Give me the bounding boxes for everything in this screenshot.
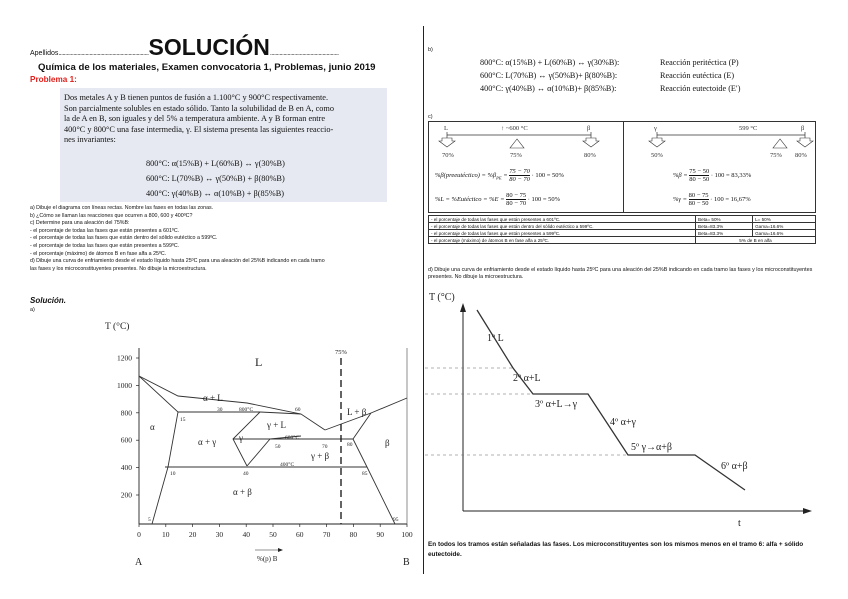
table-cell: Beta=83.3% <box>696 230 753 237</box>
y-tick-label: 400 <box>120 463 132 473</box>
lever-label: β <box>587 125 591 132</box>
eq-rhs: · 100 = 50% <box>531 171 564 179</box>
lever-left-eq2 <box>435 192 560 207</box>
point-label: 40 <box>243 471 249 477</box>
lever-rule-panel <box>428 121 816 213</box>
y-tick-label: 200 <box>120 490 132 500</box>
reaction-names <box>480 56 740 95</box>
reaction-eq: 400°C: γ(40%B) ↔ α(10%B)+ β(85%B): <box>480 84 617 93</box>
x-tick-label: 90 <box>376 530 384 539</box>
point-label: 30 <box>217 407 223 413</box>
x-tick-label: 40 <box>242 530 250 539</box>
reaction-row <box>480 82 740 95</box>
arrow-down-icon <box>583 138 599 147</box>
eq-sub: PE <box>496 175 502 181</box>
dashed-label: 75% <box>335 349 347 356</box>
corner-label-b: B <box>403 557 410 568</box>
point-label: 60 <box>295 407 301 413</box>
frac-den: 80 − 50 <box>688 200 709 207</box>
x-axis-title: t <box>738 518 741 529</box>
y-axis-title: T (°C) <box>429 292 455 303</box>
segment-label: 4º α+γ <box>610 417 636 428</box>
lever-right-eq2 <box>673 192 751 207</box>
frac-den: 80 − 70 <box>506 200 527 207</box>
reaction-row <box>480 69 740 82</box>
y-tick-label: 800 <box>120 408 132 418</box>
reaction-eq: 600°C: L(70%B) ↔ γ(50%B)+ β(80%B): <box>480 71 618 80</box>
eq-lhs: %L = %Eutéctico = %E = <box>435 195 505 203</box>
question-line: las fases y los microconstituyentes presentes. No dibuje la microestructura. <box>30 265 207 272</box>
x-tick-label: 50 <box>269 530 277 539</box>
lever-value: 80% <box>795 152 807 159</box>
statement-line: Dos metales A y B tienen puntos de fusión a 1.100°C y 900°C respectivamente. <box>64 93 329 102</box>
point-label: 5 <box>148 517 151 523</box>
x-tick-label: 20 <box>188 530 197 539</box>
lever-label: β <box>801 125 805 132</box>
lever-value: 50% <box>651 152 663 159</box>
question-line: d) Dibuje una curva de enfriamiento desde el estado líquido hasta 25ºC para una aleación del 25%B indicando en cada tramo <box>30 258 325 265</box>
question-line: b) ¿Cómo se llaman las reacciones que ocurren a 800, 600 y 400ºC? <box>30 212 193 219</box>
point-label: 95 <box>393 517 399 523</box>
problem-heading: Problema 1: <box>30 75 77 84</box>
lever-label: 599 °C <box>739 125 758 132</box>
x-tick-label: 30 <box>215 530 224 539</box>
corner-label-a: A <box>135 557 143 568</box>
table-row <box>429 223 816 230</box>
apellidos-label: Apellidos <box>30 50 59 57</box>
conclusion-text: En todos los tramos están señaladas las fases. Los microconstituyentes son los mismos menos en el tramo 6: alfa + sólido eutectoide. <box>428 541 804 558</box>
segment-label: 1º L <box>487 333 504 344</box>
isotherm-label: 400°C <box>280 462 295 468</box>
table-cell: - el porcentaje (máximo) de átomos B en fase alfa a 25ºC. <box>429 237 696 244</box>
frac-den: 80 − 50 <box>689 176 710 183</box>
results-table <box>428 215 816 244</box>
frac-num: 80 − 75 <box>506 192 527 199</box>
frac-den: 80 − 70 <box>509 176 530 183</box>
statement-line: nes invariantes: <box>64 135 116 145</box>
table-row <box>429 230 816 237</box>
y-tick-label: 1200 <box>117 353 132 363</box>
lever-value: 75% <box>770 152 782 159</box>
part-c-label: c) <box>428 114 433 120</box>
point-label: 80 <box>347 442 353 448</box>
region-label: γ + L <box>267 420 287 430</box>
arrow-down-icon <box>649 138 665 147</box>
arrow-down-icon <box>797 138 813 147</box>
question-line: - el porcentaje de todas las fases que están presentes a 601ºC. <box>30 227 180 234</box>
segment-label: 2º α+L <box>513 373 541 384</box>
questions-list <box>30 205 325 273</box>
x-tick-label: 60 <box>296 530 304 539</box>
x-tick-label: 10 <box>162 530 170 539</box>
reaction-name: Reacción eutectoide (E′) <box>660 84 741 93</box>
table-row <box>429 216 816 223</box>
region-label: γ <box>239 433 243 443</box>
table-cell: 5% de B en alfa <box>696 237 816 244</box>
lever-value: 70% <box>442 152 454 159</box>
region-label: γ + β <box>311 451 330 461</box>
question-line: - el porcentaje de todas las fases que están presentes a 599ºC. <box>30 242 180 249</box>
exam-title: Química de los materiales, Examen convocatoria 1, Problemas, junio 2019 <box>38 62 376 73</box>
x-tick-label: 0 <box>137 530 141 539</box>
x-tick-label: 80 <box>349 530 358 539</box>
statement-reactions <box>146 156 285 201</box>
cooling-curve <box>425 285 820 530</box>
table-cell: Gama=16.6% <box>753 223 816 230</box>
statement-line: la de A en B, son iguales y del 5% a temperatura ambiente. A y B forman entre <box>64 114 326 124</box>
table-row <box>429 237 816 244</box>
eq-lhs: %β(preeutéctico) = %β <box>435 171 497 179</box>
statement-line: Son parcialmente solubles en estado sólido. Tanto la solubilidad de B en A, como <box>64 103 335 113</box>
reaction-name: Reacción eutéctica (E) <box>660 71 735 80</box>
region-label: L + β <box>347 407 367 417</box>
solution-label: Solución. <box>30 296 66 305</box>
frac-num: 80 − 75 <box>688 192 709 199</box>
fraction <box>506 192 526 207</box>
phase-diagram <box>95 318 420 573</box>
lever-left-sketch <box>429 122 623 162</box>
x-tick-label: 100 <box>401 530 413 539</box>
column-divider <box>423 26 424 574</box>
statement-line: 400°C y 800°C una fase intermedia, γ. El sistema presenta las siguientes reaccio- <box>64 124 334 134</box>
reaction-name: Reacción peritéctica (P) <box>660 58 739 67</box>
y-tick-label: 1000 <box>117 380 132 390</box>
statement-reaction: 800°C: α(15%B) + L(60%B) ↔ γ(30%B) <box>146 159 285 168</box>
table-cell: Gama=16.6% <box>753 230 816 237</box>
lever-right-eq1 <box>673 168 751 183</box>
region-label: L <box>255 355 263 369</box>
apellidos-dots: ................................................................... <box>58 50 149 57</box>
region-label: α + β <box>233 487 252 497</box>
frac-num: 75 − 70 <box>509 168 530 175</box>
isotherm-label: 800°C <box>239 407 254 413</box>
lever-label: γ <box>654 125 657 132</box>
region-label: α <box>150 422 155 432</box>
fraction <box>509 168 530 183</box>
apellidos-line <box>30 34 339 61</box>
triangle-icon <box>510 139 524 148</box>
segment-label: 6º α+β <box>721 461 748 472</box>
table-cell: - el porcentaje de todas las fases que están presentes a 601ºC. <box>429 216 696 223</box>
x-axis-title: %(p) B <box>257 555 278 563</box>
region-label: α + γ <box>198 437 217 447</box>
part-a-label: a) <box>30 307 35 313</box>
fraction <box>689 168 709 183</box>
table-cell: Beta=83.3% <box>696 223 753 230</box>
segment-label: 3º α+L→γ <box>535 399 578 410</box>
question-line: - el porcentaje de todas las fases que están dentro del sólido eutéctico a 599ºC. <box>30 235 218 242</box>
isotherm-label: 600°C <box>285 435 300 441</box>
statement-reaction: 600°C: L(70%B) ↔ γ(50%B) + β(80%B) <box>146 174 285 183</box>
eq-lhs: %γ = <box>673 195 687 203</box>
lever-right-sketch <box>623 122 817 162</box>
statement-box <box>60 88 387 202</box>
reaction-eq: 800°C: α(15%B) + L(60%B) ↔ γ(30%B): <box>480 58 620 67</box>
fraction <box>689 192 709 207</box>
y-tick-label: 600 <box>120 435 132 445</box>
lever-value: 80% <box>584 152 596 159</box>
solucion-dots: ................................................... <box>269 50 339 57</box>
question-line: - el porcentaje (máximo) de átomos B en fase alfa a 25ºC. <box>30 250 167 257</box>
segment-label: 5º γ→α+β <box>631 442 672 453</box>
part-d-text: d) Dibuje una curva de enfriamiento desde el estado líquido hasta 25ºC para una aleación del 25%B indicando en cada tramo las fases y los microconstituyentes presentes. No dibuje la microestructura. <box>428 267 813 281</box>
point-label: 85 <box>362 471 368 477</box>
question-line: c) Determine para una aleación del 75%B: <box>30 220 130 227</box>
statement-text <box>64 93 334 146</box>
lever-label: L <box>444 125 448 132</box>
question-line: a) Dibuje el diagrama con líneas rectas. Nombre las fases en todas las zonas. <box>30 205 214 211</box>
table-cell: L= 50% <box>753 216 816 223</box>
eq-lhs: %β = <box>673 171 688 179</box>
point-label: 10 <box>170 471 176 477</box>
region-label: α + L <box>203 393 223 403</box>
lever-label: ↑ ~600 °C <box>501 125 528 132</box>
region-label: β <box>385 438 390 448</box>
statement-reaction: 400°C: γ(40%B) ↔ α(10%B) + β(85%B) <box>146 189 284 198</box>
table-cell: - el porcentaje de todas las fases que están dentro del sólido eutéctico a 599ºC. <box>429 223 696 230</box>
point-label: 70 <box>322 444 328 450</box>
eq-rhs: · 100 = 50% <box>527 195 561 203</box>
y-axis-title: T (°C) <box>105 322 130 332</box>
eq-rhs: · 100 = 83,33% <box>710 171 752 179</box>
point-label: 15 <box>180 417 186 423</box>
x-tick-label: 70 <box>322 530 331 539</box>
table-cell: - el porcentaje de todas las fases que están presentes a 599ºC. <box>429 230 696 237</box>
point-label: 50 <box>275 444 281 450</box>
table-cell: Beta= 50% <box>696 216 753 223</box>
part-b-label: b) <box>428 47 433 53</box>
lever-left-eq1: %β(preeutéctico) = $\%\beta_{PE}$ = $\frac{75 - 70}{80 - 70}$ · 100 = 50% <box>435 168 564 183</box>
arrow-down-icon <box>439 138 455 147</box>
lever-value: 75% <box>510 152 522 159</box>
triangle-icon <box>773 139 787 148</box>
frac-num: 75 − 50 <box>689 168 710 175</box>
eq-rhs: · 100 = 16,67% <box>710 195 751 203</box>
reaction-row <box>480 56 740 69</box>
solucion-heading: SOLUCIÓN <box>148 34 270 60</box>
